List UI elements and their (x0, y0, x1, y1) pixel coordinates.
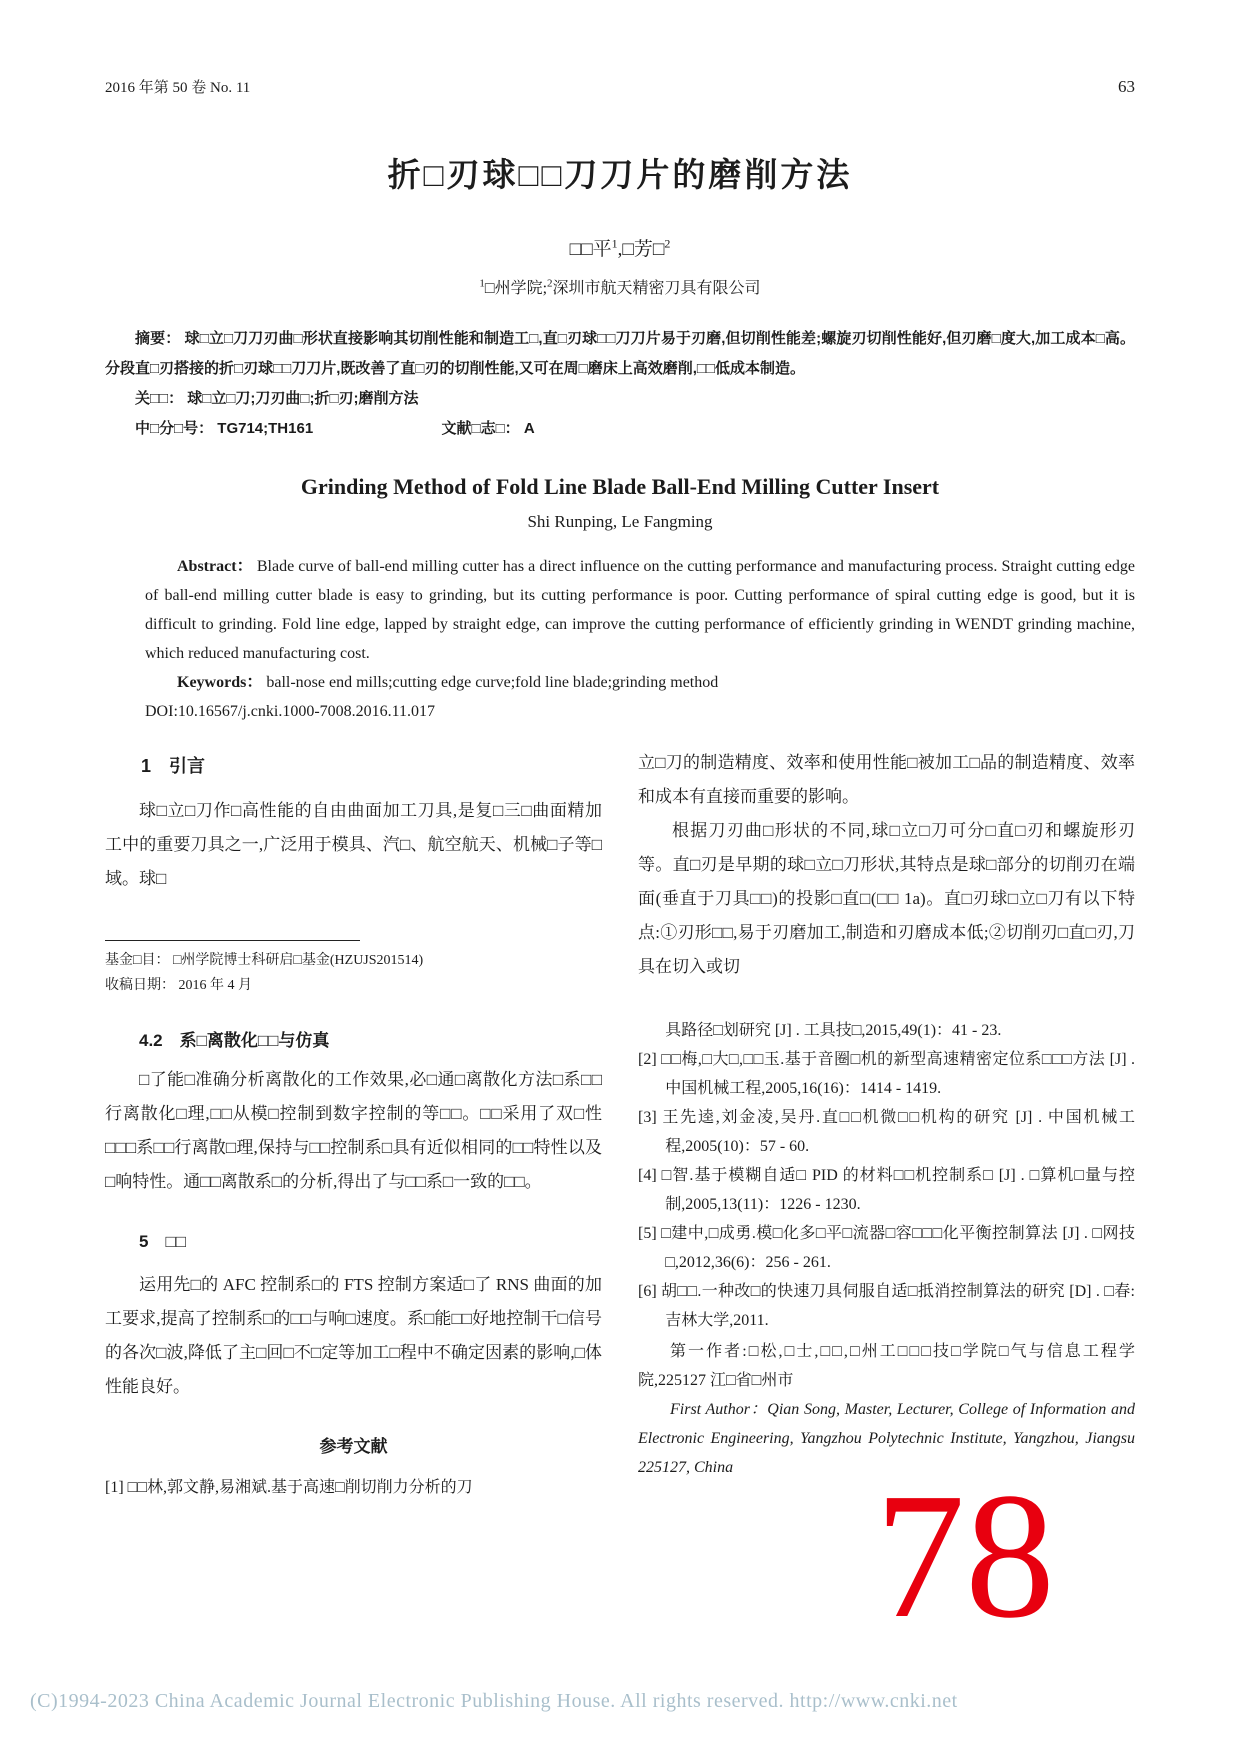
top-right-column (638, 746, 1135, 998)
abstract-cn-label: 摘要： (135, 330, 181, 347)
affil-sup-1: 1 (479, 277, 485, 290)
keywords-cn-text: 球□立□刀;刀刃曲□;折□刃;磨削方法 (187, 390, 419, 407)
reference-item-4: [4] □智.基于模糊自适□ PID 的材料□□机控制系□ [J] . □算机□量与控制,2005,13(11)：1226 - 1230. (638, 1167, 1135, 1213)
reference-item-5: [5] □建中,□成勇.模□化多□平□流器□容□□□化平衡控制算法 [J] . □网技□,2012,36(6)：256 - 261. (638, 1225, 1135, 1271)
bottom-left-column (105, 1016, 602, 1502)
body-paragraph: 立□刀的制造精度、效率和使用性能□被加工□品的制造精度、效率和成本有直接而重要的影响。 (638, 753, 1135, 806)
abstract-en-label: Abstract： (177, 558, 253, 575)
page-header (105, 0, 1135, 97)
top-columns (105, 746, 1135, 998)
references-heading: 参考文献 (319, 1437, 388, 1456)
keywords-en-text: ball-nose end mills;cutting edge curve;fold line blade;grinding method (266, 674, 719, 691)
first-author-bio-en: First Author：Qian Song, Master, Lecturer, College of Information and Electronic Engineering, Yangzhou Polytechnic Institute, Yangzhou, Jiangsu 225127, China (638, 1401, 1135, 1476)
abstract-cn (105, 324, 1135, 384)
english-meta-block (145, 552, 1135, 697)
doi-line: DOI:10.16567/j.cnki.1000-7008.2016.11.017 (145, 703, 436, 720)
page-number: 63 (1118, 77, 1135, 96)
bottom-columns (105, 1016, 1135, 1502)
footnote-block (105, 940, 602, 998)
reference-item-6: [6] 胡□□.一种改□的快速刀具伺服自适□抵消控制算法的研究 [D] . □春:吉林大学,2011. (638, 1283, 1135, 1329)
intro-paragraph: 球□立□刀作□高性能的自由曲面加工刀具,是复□三□曲面精加工中的重要刀具之一,广泛用于模具、汽□、航空航天、机械□子等□域。球□ (105, 801, 602, 888)
reference-item-2: [2] □□梅,□大□,□□玉.基于音圈□机的新型高速精密定位系□□□方法 [J] . 中国机械工程,2005,16(16)：1414 - 1419. (638, 1051, 1135, 1097)
copyright-line: (C)1994-2023 China Academic Journal Electronic Publishing House. All rights reserved. http://www.cnki.net (30, 1690, 958, 1712)
affil-inst-2: 深圳市航天精密刀具有限公司 (552, 280, 761, 297)
body-paragraph: 运用先□的 AFC 控制系□的 FTS 控制方案适□了 RNS 曲面的加工要求,提高了控制系□的□□与响□速度。系□能□□好地控制干□信号的各次□波,降低了主□回□不□定等加工□程中不确定因素的影响,□体性能良好。 (105, 1275, 602, 1396)
section-heading-42: 4.2 系□离散化□□与仿真 (139, 1031, 330, 1050)
body-paragraph: 根据刀刃曲□形状的不同,球□立□刀可分□直□刃和螺旋形刃等。直□刃是早期的球□立□刀形状,其特点是球□部分的切削刃在端面(垂直于刀具□□)的投影□直□(□□ 1a)。直□刃球□立□刀有以下特点:①刃形□□,易于刃磨加工,制造和刃磨成本低;②切削刃□直□刃,刀具在切入或切 (638, 821, 1135, 976)
footnote-received: 收稿日期： 2016 年 4 月 (105, 978, 252, 993)
clc-label: 中□分□号： (135, 420, 214, 437)
abstract-en (145, 552, 1135, 668)
footnote-fund: 基金□目： □州学院博士科研启□基金(HZUJS201514) (105, 953, 424, 968)
paper-title-cn: 折□刃球□□刀刀片的磨削方法 (387, 156, 853, 193)
authors-en: Shi Runping, Le Fangming (527, 512, 713, 531)
footnote-rule (105, 940, 360, 941)
keywords-en-label: Keywords： (177, 674, 263, 691)
abstract-cn-text: 球□立□刀刀刃曲□形状直接影响其切削性能和制造工□,直□刃球□□刀刀片易于刃磨,但切削性能差;螺旋刃切削性能好,但刃磨□度大,加工成本□高。分段直□刃搭接的折□刃球□□刀刀片,既改善了直□刃的切削性能,又可在周□磨床上高效磨削,□□低成本制造。 (105, 330, 1135, 377)
author-name-1: □□平$^1$ (569, 236, 618, 260)
abstract-en-text: Blade curve of ball-end milling cutter has a direct influence on the cutting performance and manufacturing process. Straight cutting edge of ball-end milling cutter blade is easy to grinding, but its cutting performance is poor. Cutting performance of spiral cutting edge is good, but it is difficult to grinding. Fold line edge, lapped by straight edge, can improve the cutting performance of efficiently grinding in WENDT grinding machine, which reduced manufacturing cost. (145, 558, 1135, 662)
keywords-cn-label: 关□□： (135, 390, 184, 407)
body-paragraph: □了能□准确分析离散化的工作效果,必□通□离散化方法□系□□行离散化□理,□□从模□控制到数字控制的等□□。□□采用了双□性□□□系□□行离散□理,保持与□□控制系□具有近似相同的□□特性以及□响特性。通□□离散系□的分析,得出了与□□系□一致的□□。 (105, 1070, 602, 1191)
affil-sup-2: 2 (547, 277, 553, 290)
reference-item-1-start: [1] □□林,郭文静,易湘斌.基于高速□削切削力分析的刀 (105, 1479, 473, 1496)
author-affil-mark-2: 2 (664, 236, 671, 251)
chinese-meta-block (105, 324, 1135, 444)
top-left-column (105, 746, 602, 998)
keywords-en (145, 668, 1135, 697)
reference-item-1-continuation: 具路径□划研究 [J] . 工具技□,2015,49(1)：41 - 23. (665, 1022, 1002, 1039)
author-separator: , (617, 239, 623, 260)
doc-code-value: A (523, 420, 535, 437)
clc-value: TG714;TH161 (217, 420, 314, 437)
section-heading-5: 5 □□ (139, 1232, 186, 1251)
reference-item-3: [3] 王先逵,刘金凌,吴丹.直□□机微□□机构的研究 [J] . 中国机械工程,2005(10)：57 - 60. (638, 1109, 1135, 1155)
affil-inst-1: □州学院; (484, 280, 548, 297)
classification-line (105, 414, 1135, 444)
affiliation-line (105, 275, 1135, 298)
big-red-page-number: 78 (875, 1456, 1055, 1655)
first-author-bio-cn: 第一作者:□松,□士,□□,□州工□□□技□学院□气与信息工程学院,225127 江□省□州市 (638, 1343, 1135, 1389)
authors-cn (105, 234, 1135, 261)
journal-info: 2016 年第 50 卷 No. 11 (105, 80, 251, 96)
bottom-right-column (638, 1016, 1135, 1502)
section-heading-intro: 1 引言 (141, 756, 206, 776)
keywords-cn (105, 384, 1135, 414)
author-name-2: □芳□$^2$ (622, 236, 671, 260)
paper-title-en: Grinding Method of Fold Line Blade Ball-End Milling Cutter Insert (300, 474, 940, 499)
doc-code-label: 文献□志□： (441, 420, 520, 437)
author-affil-mark-1: 1 (611, 236, 618, 251)
